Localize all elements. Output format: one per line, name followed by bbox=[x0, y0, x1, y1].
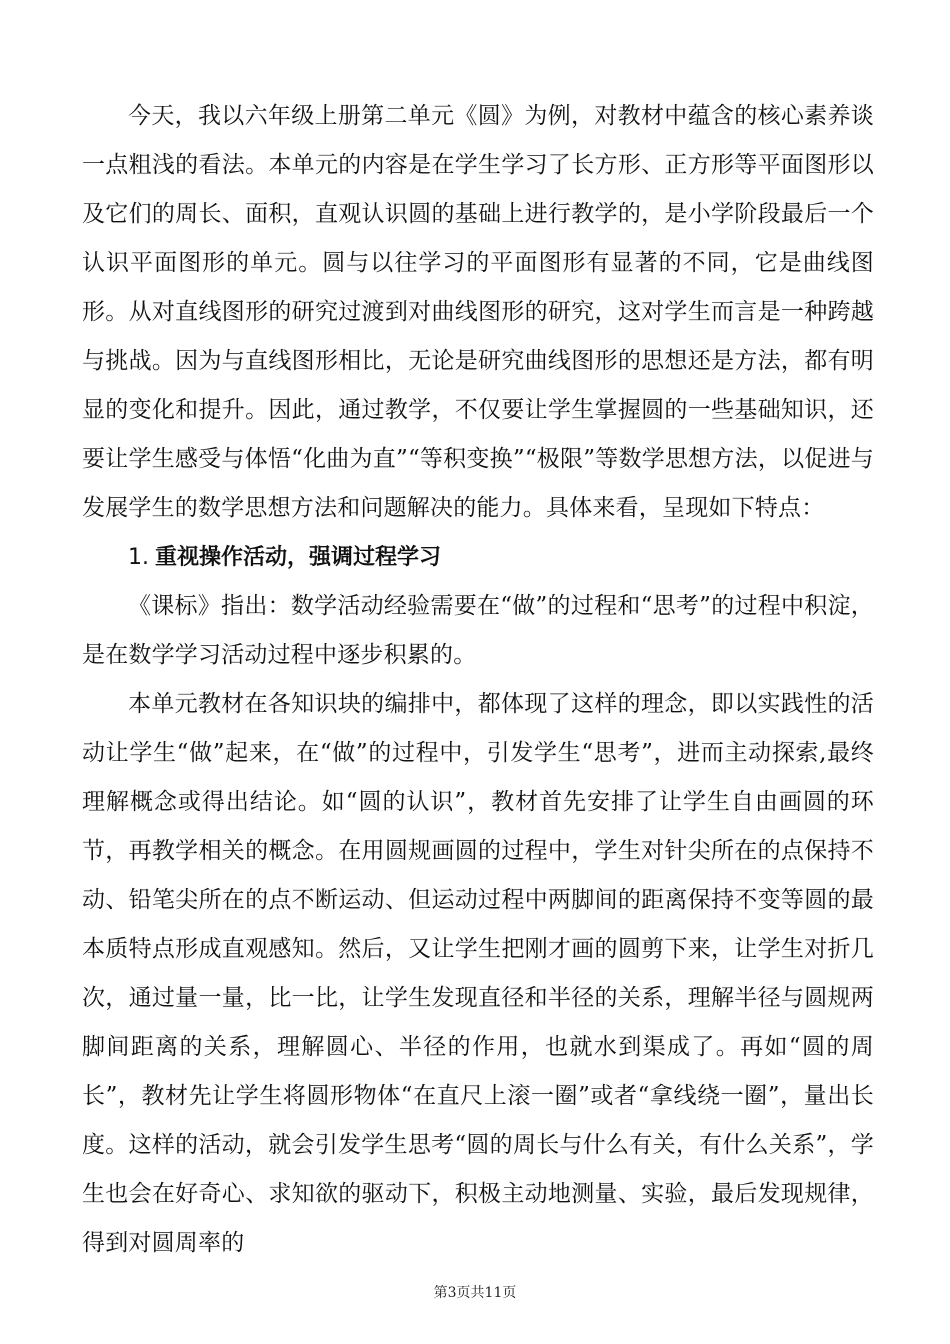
page-footer: 第3页共11页 bbox=[433, 1285, 517, 1301]
section-heading bbox=[82, 533, 874, 582]
quote-paragraph: 《课标》指出：数学活动经验需要在“做”的过程和“思考”的过程中积淀，是在数学学习活动过程中逐步积累的。 bbox=[82, 593, 874, 668]
section-heading-text: 重视操作活动，强调过程学习 bbox=[155, 545, 442, 570]
section-heading-number: 1. bbox=[128, 545, 149, 570]
body-paragraph: 本单元教材在各知识块的编排中，都体现了这样的理念，即以实践性的活动让学生“做”起来，在“做”的过程中，引发学生“思考”，进而主动探索,最终理解概念或得出结论。如“圆的认识”，教材首先安排了让学生自由画圆的环节，再教学相关的概念。在用圆规画圆的过程中，学生对针尖所在的点保持不动、铅笔尖所在的点不断运动、但运动过程中两脚间的距离保持不变等圆的最本质特点形成直观感知。然后，又让学生把刚才画的圆剪下来，让学生对折几次，通过量一量，比一比，让学生发现直径和半径的关系，理解半径与圆规两脚间距离的关系，理解圆心、半径的作用，也就水到渠成了。再如“圆的周长”，教材先让学生将圆形物体“在直尺上滚一圈”或者“拿线绕一圈”，量出长度。这样的活动，就会引发学生思考“圆的周长与什么有关，有什么关系”，学生也会在好奇心、求知欲的驱动下，积极主动地测量、实验，最后发现规律，得到对圆周率的 bbox=[82, 691, 874, 1256]
document-body bbox=[82, 92, 874, 1268]
intro-paragraph: 今天，我以六年级上册第二单元《圆》为例，对教材中蕴含的核心素养谈一点粗浅的看法。本单元的内容是在学生学习了长方形、正方形等平面图形以及它们的周长、面积，直观认识圆的基础上进行教学的，是小学阶段最后一个认识平面图形的单元。圆与以往学习的平面图形有显著的不同，它是曲线图形。从对直线图形的研究过渡到对曲线图形的研究，这对学生而言是一种跨越与挑战。因为与直线图形相比，无论是研究曲线图形的思想还是方法，都有明显的变化和提升。因此，通过教学，不仅要让学生掌握圆的一些基础知识，还要让学生感受与体悟“化曲为直”“等积变换”“极限”等数学思想方法，以促进与发展学生的数学思想方法和问题解决的能力。具体来看，呈现如下特点： bbox=[82, 103, 874, 521]
